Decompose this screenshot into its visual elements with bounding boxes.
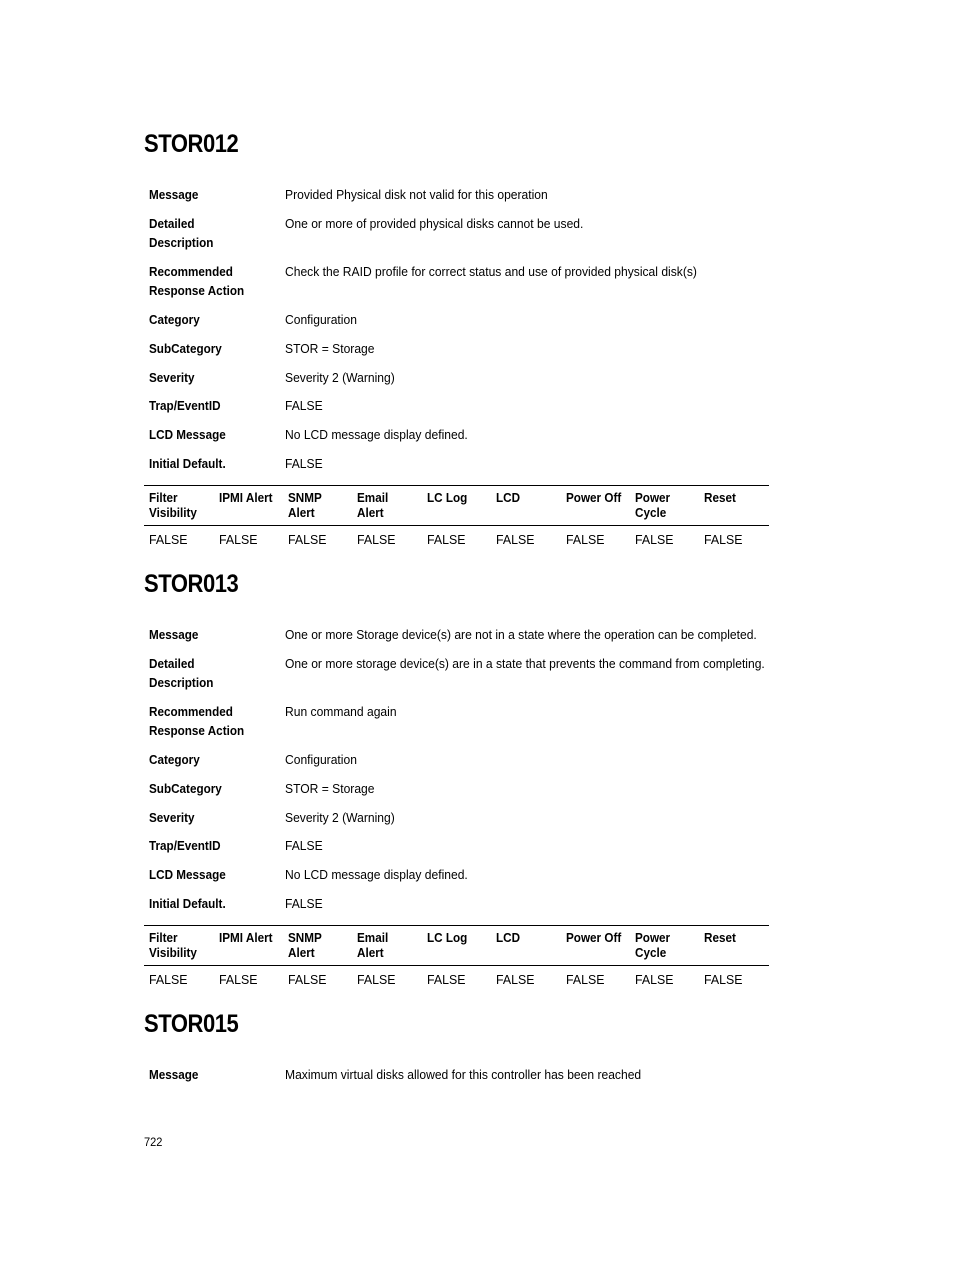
property-value: Configuration — [285, 312, 357, 327]
property-label: Initial Default. — [149, 896, 226, 911]
section-title: STOR012 — [144, 130, 239, 158]
page-number: 722 — [144, 1135, 163, 1149]
table-cell: FALSE — [704, 532, 743, 547]
property-label: Message — [149, 187, 199, 202]
table-cell: FALSE — [566, 972, 605, 987]
property-value: Maximum virtual disks allowed for this controller has been reached — [285, 1067, 642, 1082]
table-cell: FALSE — [566, 532, 605, 547]
table-cell: FALSE — [496, 532, 535, 547]
table-cell: FALSE — [149, 532, 188, 547]
column-header: Power Off — [566, 930, 622, 945]
property-label: Message — [149, 1067, 199, 1082]
property-label: Detailed Description — [149, 216, 214, 250]
column-header: Power Cycle — [635, 490, 671, 520]
property-label: Message — [149, 627, 199, 642]
property-label: Recommended Response Action — [149, 264, 245, 298]
table-cell: FALSE — [219, 972, 258, 987]
property-label: Trap/EventID — [149, 838, 221, 853]
property-value: FALSE — [285, 896, 323, 911]
table-cell: FALSE — [357, 972, 396, 987]
property-value: One or more storage device(s) are in a state that prevents the command from completing. — [285, 656, 765, 671]
property-value: Provided Physical disk not valid for this operation — [285, 187, 548, 202]
filter-table — [144, 925, 769, 991]
column-header: LCD — [496, 930, 521, 945]
property-value: No LCD message display defined. — [285, 427, 468, 442]
table-cell: FALSE — [496, 972, 535, 987]
column-header: LC Log — [427, 490, 468, 505]
table-cell: FALSE — [427, 972, 466, 987]
table-cell: FALSE — [704, 972, 743, 987]
table-cell: FALSE — [149, 972, 188, 987]
property-label: Severity — [149, 370, 195, 385]
property-value: Check the RAID profile for correct status and use of provided physical disk(s) — [285, 264, 697, 279]
filter-table — [144, 485, 769, 551]
section-title: STOR015 — [144, 1010, 239, 1038]
table-cell: FALSE — [427, 532, 466, 547]
property-label: Recommended Response Action — [149, 704, 245, 738]
table-rule — [144, 525, 769, 526]
column-header: Reset — [704, 490, 736, 505]
property-label: Category — [149, 752, 200, 767]
table-cell: FALSE — [357, 532, 396, 547]
property-value: STOR = Storage — [285, 781, 375, 796]
table-rule — [144, 925, 769, 926]
table-cell: FALSE — [288, 972, 327, 987]
section-title: STOR013 — [144, 570, 239, 598]
property-value: FALSE — [285, 398, 323, 413]
property-value: FALSE — [285, 456, 323, 471]
property-value: One or more Storage device(s) are not in a state where the operation can be completed. — [285, 627, 757, 642]
column-header: IPMI Alert — [219, 490, 273, 505]
property-label: LCD Message — [149, 867, 226, 882]
column-header: SNMP Alert — [288, 490, 322, 520]
column-header: IPMI Alert — [219, 930, 273, 945]
property-value: Severity 2 (Warning) — [285, 810, 395, 825]
column-header: Filter Visibility — [149, 930, 197, 960]
property-label: Trap/EventID — [149, 398, 221, 413]
property-label: LCD Message — [149, 427, 226, 442]
property-label: SubCategory — [149, 781, 222, 796]
property-value: One or more of provided physical disks cannot be used. — [285, 216, 584, 231]
column-header: Power Cycle — [635, 930, 671, 960]
table-rule — [144, 965, 769, 966]
column-header: Email Alert — [357, 490, 389, 520]
table-cell: FALSE — [635, 532, 674, 547]
property-label: SubCategory — [149, 341, 222, 356]
property-value: Run command again — [285, 704, 397, 719]
column-header: SNMP Alert — [288, 930, 322, 960]
property-label: Category — [149, 312, 200, 327]
column-header: Filter Visibility — [149, 490, 197, 520]
table-cell: FALSE — [288, 532, 327, 547]
table-cell: FALSE — [635, 972, 674, 987]
column-header: Power Off — [566, 490, 622, 505]
property-value: FALSE — [285, 838, 323, 853]
table-cell: FALSE — [219, 532, 258, 547]
column-header: Reset — [704, 930, 736, 945]
property-value: Severity 2 (Warning) — [285, 370, 395, 385]
column-header: LC Log — [427, 930, 468, 945]
property-label: Severity — [149, 810, 195, 825]
property-label: Initial Default. — [149, 456, 226, 471]
table-rule — [144, 485, 769, 486]
property-value: No LCD message display defined. — [285, 867, 468, 882]
property-value: Configuration — [285, 752, 357, 767]
property-label: Detailed Description — [149, 656, 214, 690]
property-value: STOR = Storage — [285, 341, 375, 356]
column-header: LCD — [496, 490, 521, 505]
column-header: Email Alert — [357, 930, 389, 960]
